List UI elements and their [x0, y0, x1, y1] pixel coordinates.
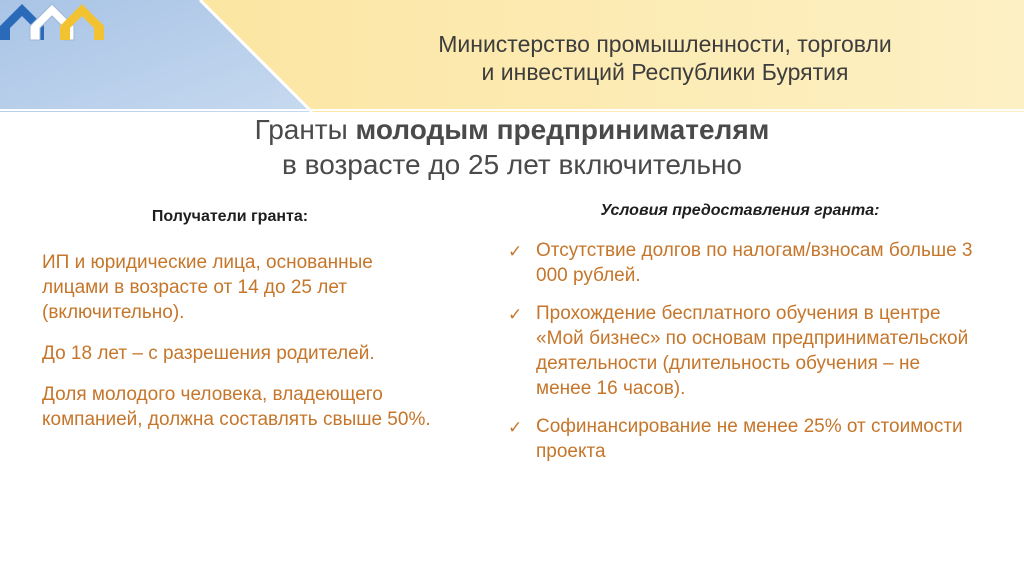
- recipient-item: Доля молодого человека, владеющего компанией, должна составлять свыше 50%.: [42, 384, 431, 430]
- ministry-name: [350, 30, 980, 86]
- header-band: [0, 0, 1024, 112]
- recipient-item: До 18 лет – с разрешения родителей.: [42, 343, 375, 364]
- recipients-list: [42, 250, 442, 448]
- ministry-line-2: и инвестиций Республики Бурятия: [481, 59, 849, 85]
- recipients-heading: Получатели гранта:: [151, 208, 309, 225]
- house-roofs-logo-icon: [0, 0, 106, 42]
- checkmark-icon: ✓: [508, 305, 523, 324]
- title-line-1: [200, 112, 824, 147]
- title-line-2: в возрасте до 25 лет включительно: [281, 149, 743, 180]
- conditions-heading: Условия предоставления гранта:: [600, 202, 880, 219]
- condition-text: Отсутствие долгов по налогам/взносам больше 3 000 рублей.: [536, 240, 973, 286]
- conditions-list: [508, 238, 978, 477]
- condition-item: [508, 414, 978, 464]
- checkmark-icon: ✓: [508, 418, 523, 437]
- condition-text: Прохождение бесплатного обучения в центре «Мой бизнес» по основам предпринимательской деятельности (длительность обучения – не менее 16 часов).: [536, 303, 969, 399]
- slide-title: [200, 112, 824, 182]
- recipient-item: ИП и юридические лица, основанные лицами в возрасте от 14 до 25 лет (включительно).: [42, 252, 373, 323]
- condition-text: Софинансирование не менее 25% от стоимости проекта: [536, 416, 963, 462]
- condition-item: [508, 301, 978, 401]
- checkmark-icon: ✓: [508, 242, 523, 261]
- title-regular: Гранты: [254, 114, 356, 145]
- ministry-line-1: Министерство промышленности, торговли: [438, 31, 892, 57]
- condition-item: [508, 238, 978, 288]
- title-bold: молодым предпринимателям: [355, 114, 770, 145]
